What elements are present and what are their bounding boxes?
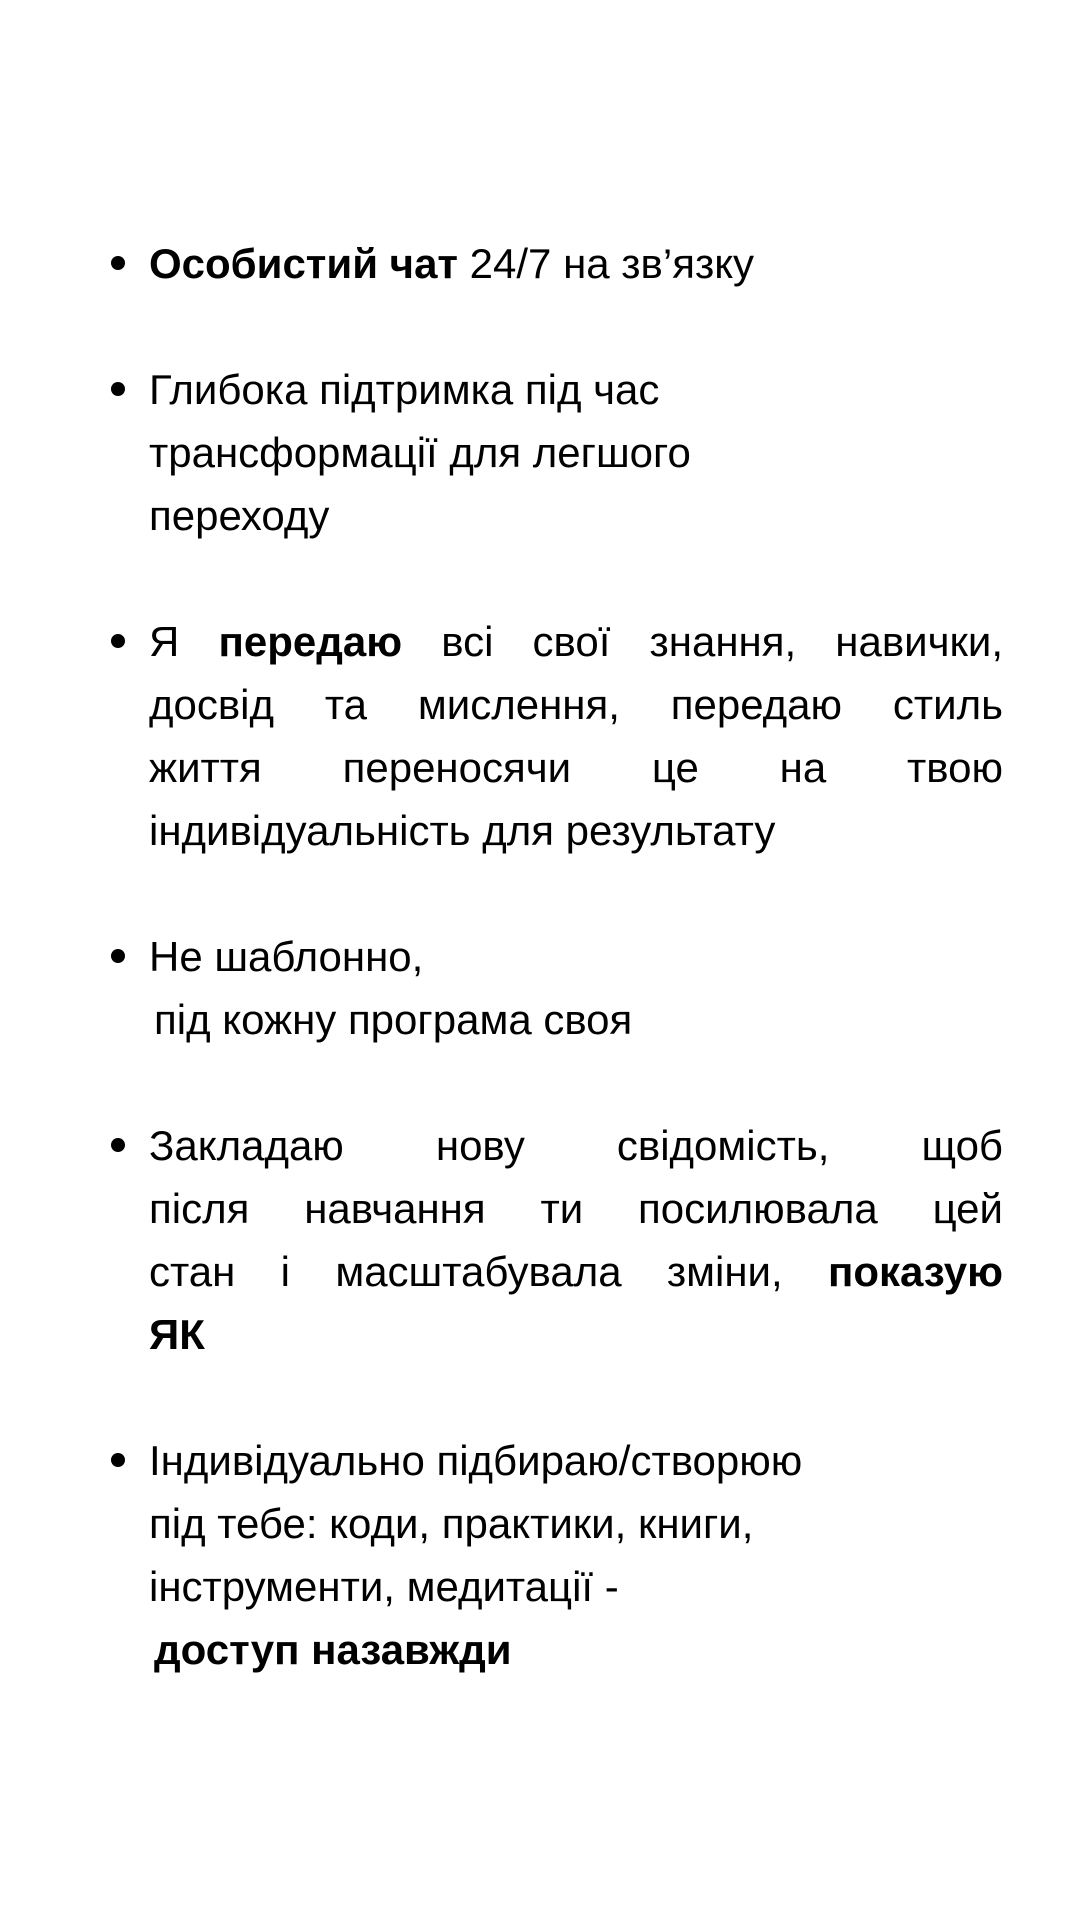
text: Індивідуально підбираю/створюю [149, 1437, 803, 1484]
text-line [149, 232, 1003, 295]
bullet-icon [111, 634, 125, 648]
bullet-icon [111, 949, 125, 963]
text-line [149, 358, 1003, 421]
list-item-individual-tools [0, 1429, 1003, 1681]
text: під тебе: коди, практики, книги, [149, 1500, 754, 1547]
text: Закладаю нову свідомість, щоб [149, 1122, 1003, 1169]
text-line [149, 1177, 1003, 1240]
text-line [149, 1114, 1003, 1177]
bold-text: показую [828, 1248, 1003, 1295]
list-item-knowledge-transfer [0, 610, 1003, 862]
text: інструменти, медитації - [149, 1563, 619, 1610]
text: трансформації для легшого [149, 429, 691, 476]
text-line [149, 736, 1003, 799]
list-item-personal-chat [0, 232, 1003, 295]
text: Не шаблонно, [149, 933, 424, 980]
text: 24/7 на зв’язку [458, 240, 755, 287]
text-line [149, 1492, 1003, 1555]
bold-text: передаю [218, 618, 403, 665]
list-item-not-template [0, 925, 1003, 1051]
text-line [149, 421, 1003, 484]
text-line [149, 1618, 1003, 1681]
text-line [149, 610, 1003, 673]
text: життя переносячи це на твою [149, 744, 1003, 791]
bullet-icon [111, 1138, 125, 1152]
bold-text: доступ назавжди [154, 1626, 512, 1673]
bullet-icon [111, 382, 125, 396]
text: Глибока підтримка під час [149, 366, 660, 413]
text-line [149, 1303, 1003, 1366]
text-line [149, 1240, 1003, 1303]
text: індивідуальність для результату [149, 807, 776, 854]
text-line [149, 988, 1003, 1051]
text-line [149, 1429, 1003, 1492]
text-line [149, 799, 1003, 862]
text-line [149, 925, 1003, 988]
bold-text: Особистий чат [149, 240, 458, 287]
text-line [149, 673, 1003, 736]
bullet-icon [111, 256, 125, 270]
text: стан і масштабувала зміни, [149, 1248, 829, 1295]
text: переходу [149, 492, 330, 539]
bold-text: ЯК [149, 1311, 205, 1358]
list-item-new-consciousness [0, 1114, 1003, 1366]
text: після навчання ти посилювала цей [149, 1185, 1003, 1232]
text-line [149, 484, 1003, 547]
text-line [149, 1555, 1003, 1618]
list-item-deep-support [0, 358, 1003, 547]
benefits-list [0, 232, 1080, 1744]
text: досвід та мислення, передаю стиль [149, 681, 1003, 728]
text: Я [149, 618, 219, 665]
bullet-icon [111, 1453, 125, 1467]
text: під кожну програма своя [154, 996, 633, 1043]
text: всі свої знання, навички, [402, 618, 1003, 665]
